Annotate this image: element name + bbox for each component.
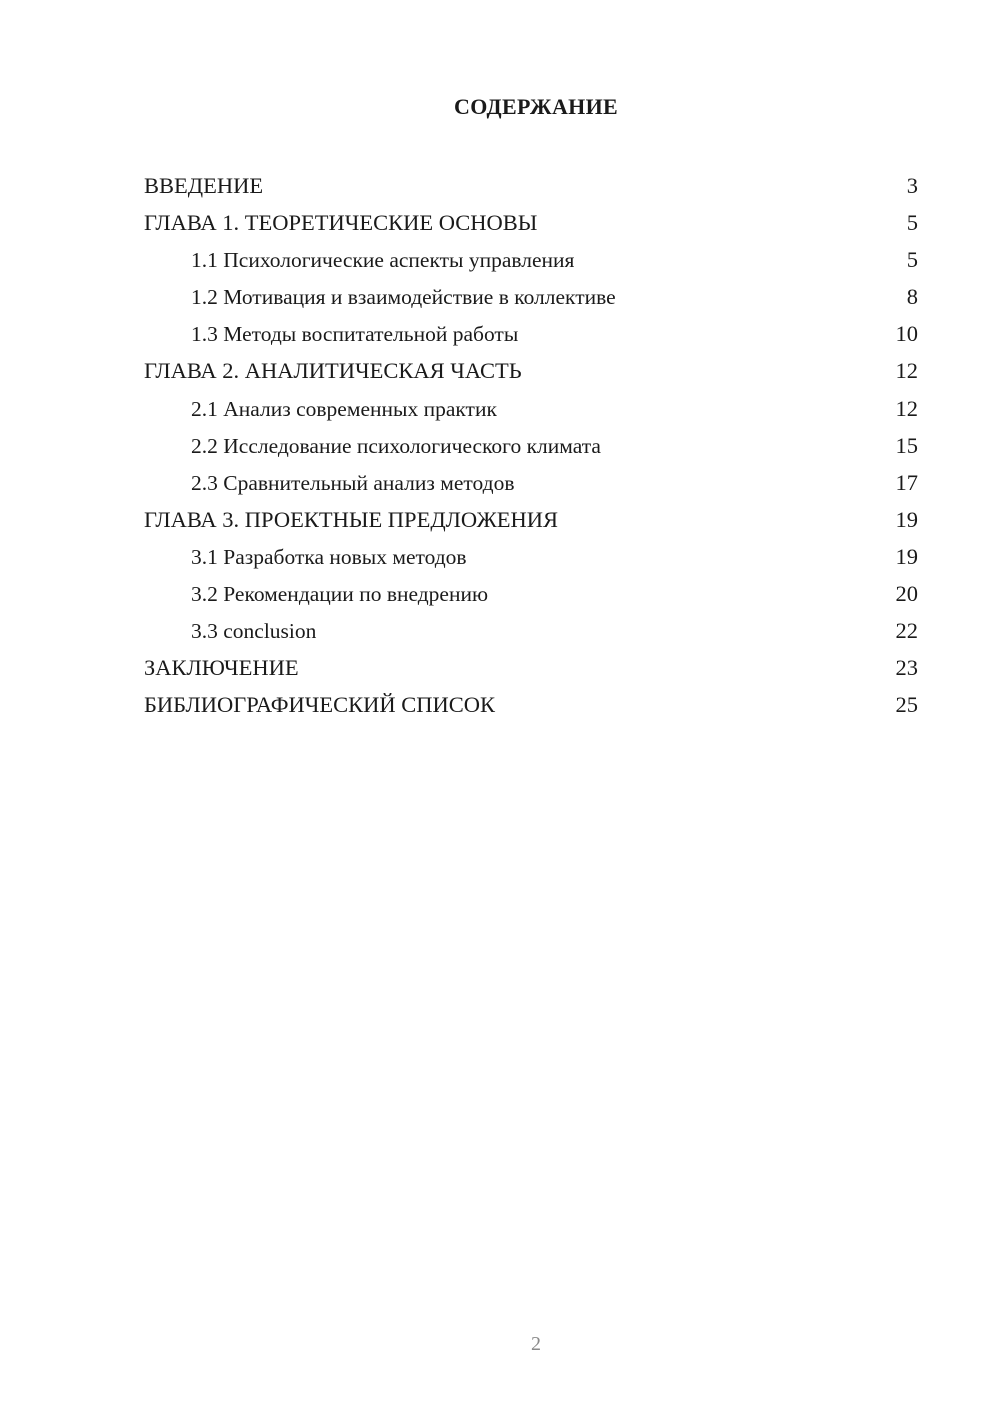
- toc-entry: [144, 241, 918, 278]
- toc-entry-label: 2.2 Исследование психологического климата: [191, 433, 601, 458]
- toc-entry-label: БИБЛИОГРАФИЧЕСКИЙ СПИСОК: [144, 692, 496, 718]
- toc-entry-page: 12: [895, 395, 918, 421]
- toc-entry: [144, 352, 918, 389]
- toc-entry: [144, 390, 918, 427]
- toc-entry-page: 10: [895, 321, 918, 347]
- toc-entry: [144, 575, 918, 612]
- toc-entry-page: 25: [895, 692, 918, 718]
- toc-entry-label: ГЛАВА 1. ТЕОРЕТИЧЕСКИЕ ОСНОВЫ: [144, 210, 538, 236]
- toc-entry-page: 8: [906, 284, 918, 310]
- toc-entry: [144, 278, 918, 315]
- toc-entry: [144, 315, 918, 352]
- toc-entry: [144, 649, 918, 686]
- toc-entry-label: 2.1 Анализ современных практик: [191, 396, 497, 421]
- toc-entry: [144, 501, 918, 538]
- toc-entry-label: ГЛАВА 2. АНАЛИТИЧЕСКАЯ ЧАСТЬ: [144, 358, 522, 384]
- toc-entry-label: 1.2 Мотивация и взаимодействие в коллективе: [191, 285, 616, 310]
- toc-entry-page: 15: [895, 432, 918, 458]
- toc-entry-label: ЗАКЛЮЧЕНИЕ: [144, 655, 299, 681]
- toc-entry: [144, 427, 918, 464]
- toc-entry-label: 1.1 Психологические аспекты управления: [191, 248, 575, 273]
- toc-entry-page: 20: [895, 581, 918, 607]
- toc-entry-label: ГЛАВА 3. ПРОЕКТНЫЕ ПРЕДЛОЖЕНИЯ: [144, 506, 559, 532]
- toc-entry: [144, 204, 918, 241]
- toc-entry-label: 2.3 Сравнительный анализ методов: [191, 470, 515, 495]
- toc-entry-page: 3: [906, 173, 918, 198]
- toc-entry-page: 19: [895, 543, 918, 569]
- toc-entry: [144, 686, 918, 723]
- toc-entry: [144, 464, 918, 501]
- toc-entry: [144, 167, 918, 204]
- toc-entry-page: 12: [895, 358, 918, 384]
- toc-entry-page: 19: [895, 506, 918, 532]
- toc-entry-page: 5: [906, 210, 918, 236]
- toc-entry-label: 3.2 Рекомендации по внедрению: [191, 582, 489, 607]
- toc-entry: [144, 538, 918, 575]
- toc-entry-label: 1.3 Методы воспитательной работы: [191, 322, 519, 347]
- toc-entry-page: 23: [895, 655, 918, 681]
- toc-entry-label: 3.1 Разработка новых методов: [191, 544, 467, 569]
- toc-entry-page: 5: [906, 247, 918, 273]
- toc-entry: [144, 612, 918, 649]
- page-title: СОДЕРЖАНИЕ: [454, 94, 618, 119]
- toc-entry-label: 3.3 conclusion: [191, 619, 317, 644]
- toc-entry-label: ВВЕДЕНИЕ: [144, 173, 264, 198]
- toc-entry-page: 17: [895, 469, 918, 495]
- toc-entry-page: 22: [895, 618, 918, 644]
- table-of-contents: [144, 167, 918, 723]
- page-number: 2: [531, 1333, 541, 1355]
